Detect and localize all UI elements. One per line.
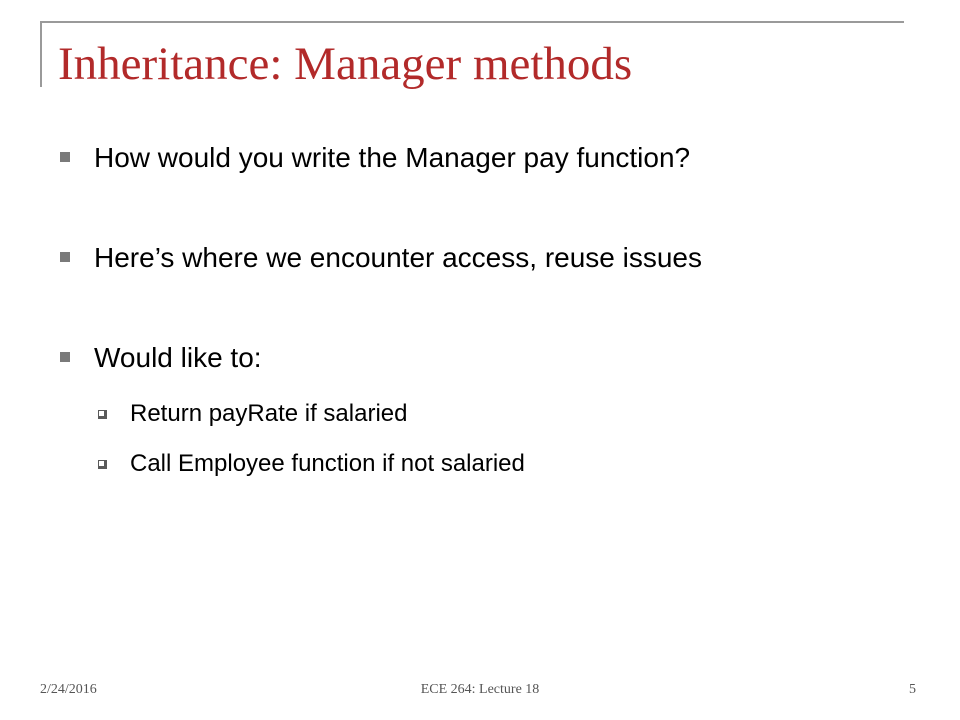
footer-page-number: 5 — [909, 682, 916, 697]
bullet-item — [94, 138, 874, 178]
sub-bullet-item — [130, 398, 870, 430]
hollow-square-bullet-icon — [98, 460, 107, 469]
bullet-text: Would like to: — [94, 342, 262, 373]
sub-bullet-item — [130, 448, 870, 480]
footer-date: 2/24/2016 — [40, 682, 97, 697]
bullet-text: Here’s where we encounter access, reuse issues — [94, 242, 703, 273]
square-bullet-icon — [60, 252, 70, 262]
slide-title: Inheritance: Manager methods — [58, 38, 633, 90]
bullet-item — [94, 338, 874, 378]
bullet-text: How would you write the Manager pay function? — [94, 142, 691, 173]
square-bullet-icon — [60, 352, 70, 362]
sub-bullet-text: Call Employee function if not salaried — [130, 450, 525, 477]
sub-bullet-text: Return payRate if salaried — [130, 400, 408, 427]
hollow-square-bullet-icon — [98, 410, 107, 419]
bullet-item — [94, 238, 874, 278]
footer-course: ECE 264: Lecture 18 — [420, 682, 540, 697]
square-bullet-icon — [60, 152, 70, 162]
